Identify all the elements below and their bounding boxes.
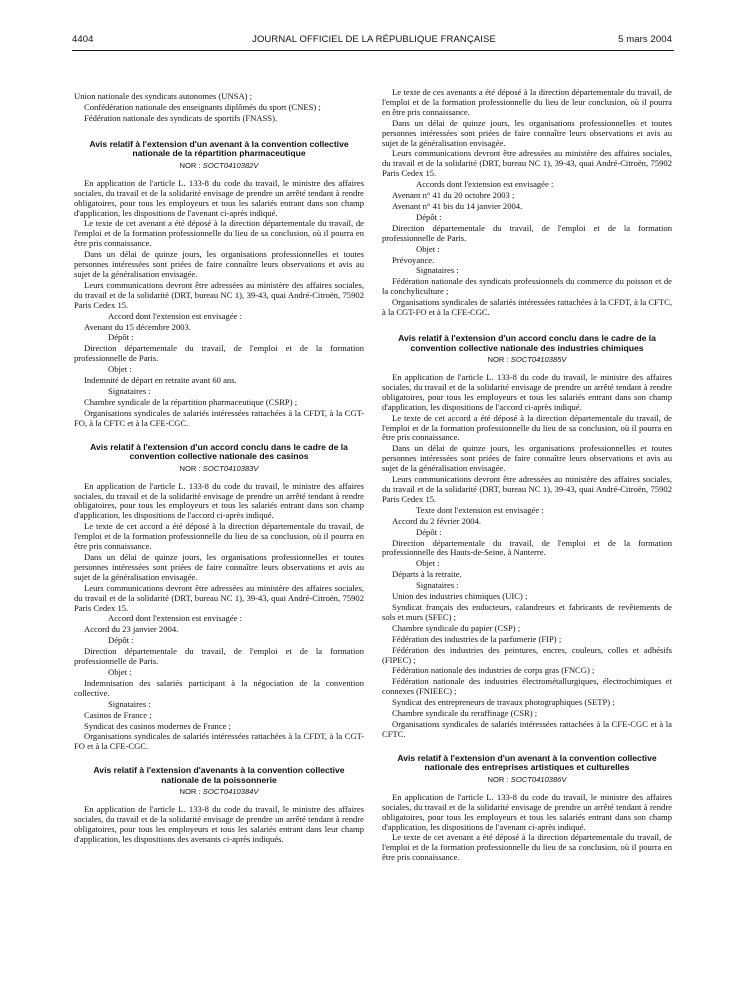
signataire-item: Chambre syndicale du papier (CSP) ;: [392, 622, 521, 633]
accord-label: Accord dont l'extension est envisagée :: [108, 310, 242, 321]
depot-text: Direction départementale du travail, de l'emploi et de la formation professionnelle de Paris.: [382, 222, 672, 243]
depot-text: Direction départementale du travail, de l'emploi et de la formation professionnelle des Hauts-de-Seine, à Nanterre.: [382, 537, 672, 558]
depot-text: Direction départementale du travail, de l'emploi et de la formation professionnelle de Paris.: [74, 343, 364, 364]
notice-paragraph: Le texte de cet avenant a été déposé à la direction départementale du travail, de l'emploi et de la formation professionnelle du lieu de sa conclusion, où il pourra en être pris connaissance.: [382, 832, 672, 863]
notice-paragraph: En application de l'article L. 133-8 du code du travail, le ministre des affaires sociales, du travail et de la solidarité envisage de prendre un arrêté tendant à rendre obligatoires, pour tous les employeurs et tous les salariés entrant dans son champ d'application, les dispositions de l'avenant ci-après indiqué.: [74, 177, 364, 218]
signataire-item: Organisations syndicales de salariés intéressées rattachées à la CFDT, à la CGT-FO et à la CFE-CGC.: [74, 731, 364, 752]
notice-paragraph: Le texte de cet avenant a été déposé à la direction départementale du travail, de l'emploi et de la formation professionnelle du lieu de sa conclusion, où il pourra en être pris connaissance.: [74, 218, 364, 249]
signataires-label: Signataires :: [416, 265, 459, 276]
objet-label: Objet :: [108, 666, 132, 677]
notice-paragraph: Dans un délai de quinze jours, les organisations professionnelles et toutes personnes intéressées sont priées de faire connaître leurs observations et avis au sujet de la généralisation envisagée.: [74, 552, 364, 582]
nor-reference: [382, 355, 672, 365]
notice-paragraph: Leurs communications devront être adressées au ministère des affaires sociales, du travail et de la solidarité (DRT, bureau NC 1), 39-43, quai André-Citroën, 75902 Paris Cedex 15.: [74, 279, 364, 310]
nor-code: SOCT0410383V: [202, 463, 259, 473]
objet-text: Indemnité de départ en retraite avant 60 ans.: [84, 375, 237, 386]
notice-title: Avis relatif à l'extension d'un accord conclu dans le cadre de la convention collective nationale des industries chimiques: [398, 332, 656, 353]
accord-label: Accords dont l'extension est envisagée :: [416, 179, 554, 190]
depot-label: Dépôt :: [108, 332, 134, 343]
nor-reference: [74, 787, 364, 797]
signataire-item: Chambre syndicale de la répartition pharmaceutique (CSRP) ;: [84, 396, 298, 407]
signataire-item: Fédération nationale des industries de corps gras (FNCG) ;: [392, 665, 595, 676]
accord-label: Texte dont l'extension est envisagée :: [416, 504, 544, 515]
accord-line: Avenant du 15 décembre 2003.: [84, 321, 191, 332]
notice-paragraph: Le texte de cet accord a été déposé à la direction départementale du travail, de l'emploi et de la formation professionnelle du lieu de sa conclusion, où il pourra en être pris connaissance.: [74, 521, 364, 552]
signataire-item: Fédération nationale des syndicats professionnels du commerce du poisson et de la conchyliculture ;: [382, 276, 672, 297]
left-column: [74, 92, 364, 846]
objet-text: Indemnisation des salariés participant à la négociation de la convention collective.: [74, 677, 364, 698]
nor-code: SOCT0410386V: [510, 774, 567, 784]
signataire-item: Union des industries chimiques (UIC) ;: [392, 591, 528, 602]
accord-line: Accord du 2 février 2004.: [392, 515, 482, 526]
page-number: 4404: [72, 34, 94, 45]
nor-label: NOR :: [179, 787, 201, 797]
signataire-item: Fédération nationale des industries électrométallurgiques, électrochimiques et connexes (FNIEEC) ;: [382, 676, 672, 697]
objet-text: Départs à la retraite.: [392, 569, 462, 580]
depot-label: Dépôt :: [416, 211, 442, 222]
list-item: Union nationale des syndicats autonomes (UNSA) ;: [74, 91, 253, 101]
journal-title: JOURNAL OFFICIEL DE LA RÉPUBLIQUE FRANÇAISE: [252, 34, 496, 45]
nor-code: SOCT0410385V: [510, 355, 567, 365]
list-item: Fédération nationale des syndicats de sportifs (FNASS).: [84, 112, 278, 123]
notice-paragraph: Dans un délai de quinze jours, les organisations professionnelles et toutes personnes intéressées sont priées de faire connaître leurs observations et avis au sujet de la généralisation envisagée.: [382, 117, 672, 148]
signataires-label: Signataires :: [108, 385, 151, 396]
signataire-item: Organisations syndicales de salariés intéressées rattachées à la CFE-CGC et à la CFTC.: [382, 718, 672, 739]
signataire-item: Casinos de France ;: [84, 709, 152, 720]
nor-label: NOR :: [487, 774, 509, 784]
header-rule: [72, 50, 674, 51]
nor-reference: [382, 775, 672, 785]
notice-paragraph: Leurs communications devront être adressées au ministère des affaires sociales, du travail et de la solidarité (DRT, bureau NC 1), 39-43, quai André-Citroën, 75902 Paris Cedex 15.: [382, 148, 672, 179]
signataire-item: Fédération des industries des peintures, encres, couleurs, colles et adhésifs (FIPEC) ;: [382, 644, 672, 665]
signataires-label: Signataires :: [108, 698, 151, 709]
notice-paragraph: Le texte de ces avenants a été déposé à la direction départementale du travail, de l'emploi et de la formation professionnelle du lieu de leur conclusion, où il pourra en être pris connaissance.: [382, 87, 672, 117]
nor-label: NOR :: [487, 355, 509, 365]
accord-label: Accord dont l'extension est envisagée :: [108, 613, 242, 624]
issue-date: 5 mars 2004: [618, 34, 672, 45]
notice-title: Avis relatif à l'extension d'un accord conclu dans le cadre de la convention collective nationale des casinos: [90, 441, 348, 462]
nor-label: NOR :: [179, 160, 201, 170]
signataire-item: Syndicat des casinos modernes de France ;: [84, 720, 232, 731]
depot-label: Dépôt :: [108, 635, 134, 646]
nor-reference: [74, 161, 364, 171]
notice-paragraph: Dans un délai de quinze jours, les organisations professionnelles et toutes personnes intéressées sont priées de faire connaître leurs observations et avis au sujet de la généralisation envisagée.: [382, 443, 672, 474]
list-item: Confédération nationale des enseignants diplômés du sport (CNES) ;: [84, 101, 321, 112]
notice-title: Avis relatif à l'extension d'avenants à la convention collective nationale de la poissonnerie: [93, 765, 345, 785]
signataire-item: Organisations syndicales de salariés intéressées rattachées à la CFDT, à la CFTC, à la CGT-FO et à la CFE-CGC.: [382, 297, 672, 318]
nor-label: NOR :: [179, 463, 201, 473]
depot-text: Direction départementale du travail, de l'emploi et de la formation professionnelle de Paris.: [74, 646, 364, 667]
objet-label: Objet :: [416, 558, 440, 569]
objet-label: Objet :: [416, 243, 440, 254]
notice-paragraph: Le texte de cet accord a été déposé à la direction départementale du travail, de l'emploi et de la formation professionnelle du lieu de sa conclusion, où il pourra en être pris connaissance.: [382, 412, 672, 443]
accord-line: Avenant n° 41 bis du 14 janvier 2004.: [392, 200, 523, 211]
signataire-item: Syndicat des entrepreneurs de travaux photographiques (SETP) ;: [392, 697, 615, 708]
signataire-item: Fédération des industries de la parfumerie (FIP) ;: [392, 633, 562, 644]
objet-label: Objet :: [108, 364, 132, 375]
right-column: [382, 88, 672, 864]
accord-line: Accord du 23 janvier 2004.: [84, 624, 179, 635]
notice-paragraph: Leurs communications devront être adressées au ministère des affaires sociales, du travail et de la solidarité (DRT, bureau NC 1), 39-43, quai André-Citroën, 75902 Paris Cedex 15.: [382, 474, 672, 504]
notice-paragraph: En application de l'article L. 133-8 du code du travail, le ministre des affaires sociales, du travail et de la solidarité envisage de prendre un arrêté tendant à rendre obligatoires, pour tous les employeurs et tous les salariés entrant dans son champ d'application, les dispositions de l'avenant ci-après indiqué.: [382, 791, 672, 832]
objet-text: Prévoyance.: [392, 254, 435, 265]
signataire-item: Organisations syndicales de salariés intéressées rattachées à la CFDT, à la CGT-FO, à la CFTC et à la CFE-CGC.: [74, 407, 364, 428]
accord-line: Avenant n° 41 du 20 octobre 2003 ;: [392, 190, 515, 201]
notice-paragraph: Leurs communications devront être adressées au ministère des affaires sociales, du travail et de la solidarité (DRT, bureau NC 1), 39-43, quai André-Citroën, 75902 Paris Cedex 15.: [74, 582, 364, 613]
notice-paragraph: En application de l'article L. 133-8 du code du travail, le ministre des affaires sociales, du travail et de la solidarité envisage de prendre un arrêté tendant à rendre obligatoires, pour tous les employeurs et tous les salariés entrant dans son champ d'application, les dispositions de l'accord ci-après indiqué.: [382, 372, 672, 412]
notice-paragraph: Dans un délai de quinze jours, les organisations professionnelles et toutes personnes intéressées sont priées de faire connaître leurs observations et avis au sujet de la généralisation envisagée.: [74, 249, 364, 279]
signataire-item: Chambre syndicale du reraffinage (CSR) ;: [392, 708, 538, 719]
notice-paragraph: En application de l'article L. 133-8 du code du travail, le ministre des affaires sociales, du travail et de la solidarité envisage de prendre un arrêté tendant à rendre obligatoires, pour tous les employeurs et tous les salariés entrant dans leur champ d'application, les dispositions des avenants ci-après indiqués.: [74, 804, 364, 845]
notice-title: Avis relatif à l'extension d'un avenant à la convention collective nationale des entreprises artistiques et culturelles: [397, 752, 657, 773]
notice-title: Avis relatif à l'extension d'un avenant à la convention collective nationale de la répartition pharmaceutique: [89, 138, 349, 159]
notice-paragraph: En application de l'article L. 133-8 du code du travail, le ministre des affaires sociales, du travail et de la solidarité envisage de prendre un arrêté tendant à rendre obligatoires, pour tous les employeurs et tous les salariés entrant dans son champ d'application, les dispositions de l'accord ci-après indiqué.: [74, 480, 364, 521]
signataires-label: Signataires :: [416, 580, 459, 591]
depot-label: Dépôt :: [416, 526, 442, 537]
nor-reference: [74, 464, 364, 474]
nor-code: SOCT0410382V: [202, 160, 259, 170]
nor-code: SOCT0410384V: [202, 787, 259, 797]
signataire-item: Syndicat français des enducteurs, calandreurs et fabricants de revêtements de sols et murs (SFEC) ;: [382, 601, 672, 622]
